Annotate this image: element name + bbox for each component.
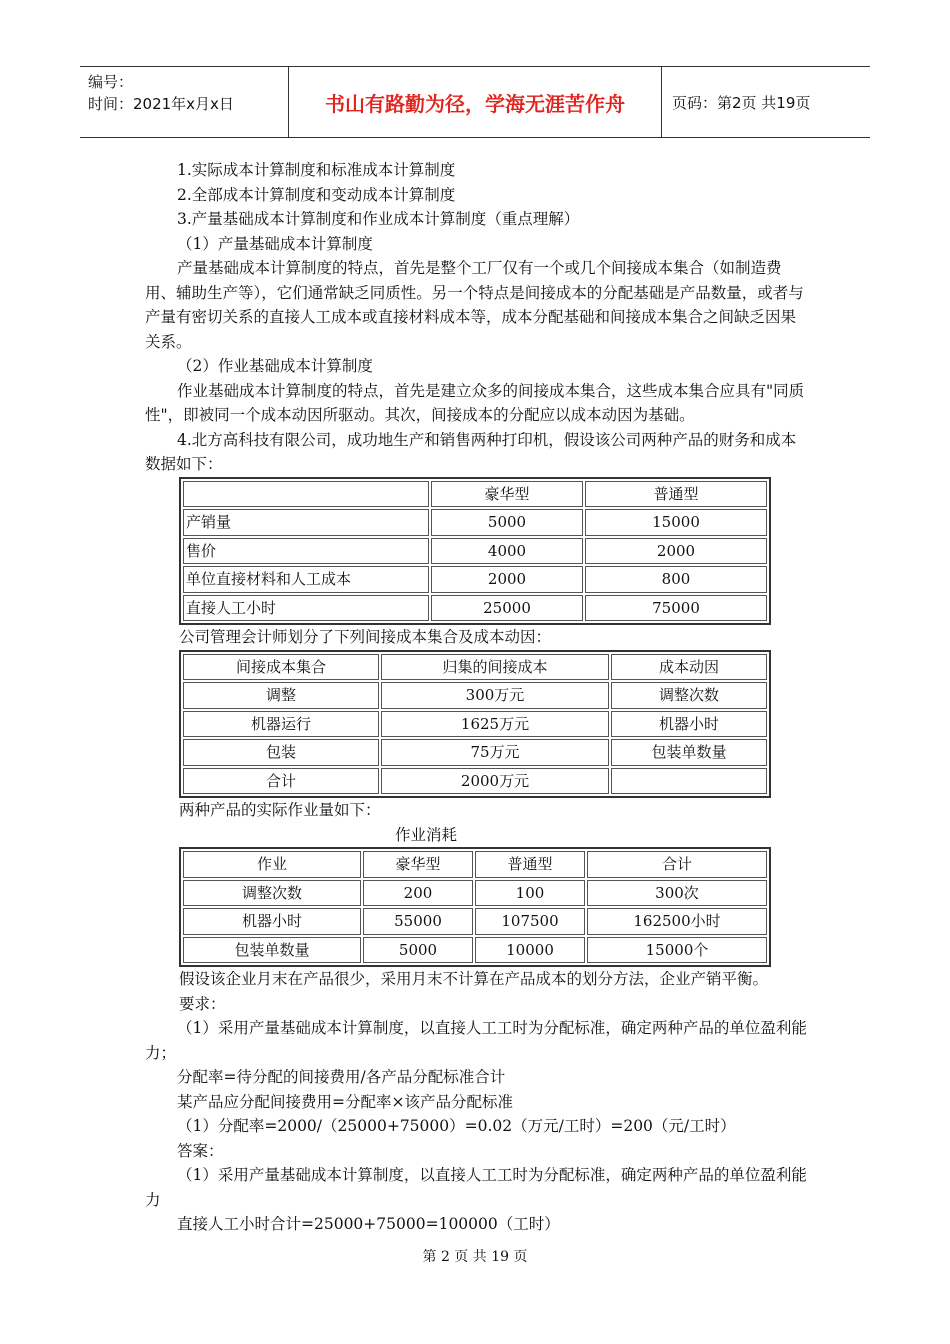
table-cell: 1625万元	[381, 711, 609, 738]
table-cell: 162500小时	[587, 908, 767, 935]
table-row	[183, 908, 767, 935]
paragraph-2: 作业基础成本计算制度的特点，首先是建立众多的间接成本集合，这些成本集合应具有"同质性"，即被同一个成本动因所驱动。其次，间接成本的分配应以成本动因为基础。	[145, 381, 805, 424]
question-4: 4.北方高科技有限公司，成功地生产和销售两种打印机，假设该公司两种产品的财务和成本数据如下：	[145, 430, 797, 473]
table-header-cell: 豪华型	[363, 851, 473, 878]
table-row	[183, 768, 767, 795]
table-cell: 4000	[431, 538, 583, 565]
cost-pool-table	[179, 650, 771, 799]
table-cell: 产销量	[183, 509, 429, 536]
paragraph-1: 产量基础成本计算制度的特点，首先是整个工厂仅有一个或几个间接成本集合（如制造费用、辅助生产等），它们通常缺乏同质性。另一个特点是间接成本的分配基础是产品数量，或者与产量有密切关系的直接人工成本或直接材料成本等，成本分配基础和间接成本集合之间缺乏因果关系。	[145, 259, 804, 351]
page-header	[80, 66, 870, 138]
time-label: 时间：2021年x月x日	[88, 95, 234, 113]
requirement-heading: 要求：	[179, 994, 226, 1013]
table-cell: 售价	[183, 538, 429, 565]
table-cell: 包装单数量	[183, 937, 361, 964]
header-motto: 书山有路勤为径，学海无涯苦作舟	[289, 67, 662, 137]
table-header-cell: 合计	[587, 851, 767, 878]
table-cell: 10000	[475, 937, 585, 964]
activity-table	[179, 847, 771, 967]
table-row	[183, 711, 767, 738]
table-row	[183, 566, 767, 593]
table-cell: 75000	[585, 595, 767, 622]
table-cell: 75万元	[381, 739, 609, 766]
header-meta	[80, 67, 289, 137]
line-2: 2.全部成本计算制度和变动成本计算制度	[177, 185, 456, 204]
table-cell: 2000	[431, 566, 583, 593]
table-header-cell: 成本动因	[611, 654, 767, 681]
answer-1: （1）采用产量基础成本计算制度，以直接人工工时为分配标准，确定两种产品的单位盈利能力	[145, 1166, 807, 1209]
table-header-cell: 间接成本集合	[183, 654, 379, 681]
table-cell: 5000	[431, 509, 583, 536]
table3-subcaption: 作业消耗	[395, 825, 458, 844]
table-row	[183, 595, 767, 622]
table-cell: 2000	[585, 538, 767, 565]
assumption-line: 假设该企业月末在产品很少，采用月末不计算在产品成本的划分方法，企业产销平衡。	[179, 970, 769, 988]
table-cell: 100	[475, 880, 585, 907]
document-body	[145, 158, 810, 1237]
table-row	[183, 937, 767, 964]
table-header-cell: 归集的间接成本	[381, 654, 609, 681]
line-3: 3.产量基础成本计算制度和作业成本计算制度（重点理解）	[177, 210, 580, 228]
table-cell: 直接人工小时	[183, 595, 429, 622]
table-header-cell: 豪华型	[431, 481, 583, 508]
table-cell: 调整	[183, 682, 379, 709]
table-cell: 25000	[431, 595, 583, 622]
table-header-cell: 作业	[183, 851, 361, 878]
table-cell: 15000个	[587, 937, 767, 964]
table-cell: 200	[363, 880, 473, 907]
labor-hours-total: 直接人工小时合计=25000+75000=100000（工时）	[177, 1215, 560, 1233]
page-footer: 第 2 页 共 19 页	[422, 1249, 528, 1265]
table-row	[183, 682, 767, 709]
subheading-1: （1）产量基础成本计算制度	[177, 234, 373, 253]
answer-heading: 答案：	[177, 1141, 224, 1160]
subheading-2: （2）作业基础成本计算制度	[177, 357, 373, 375]
table-cell: 单位直接材料和人工成本	[183, 566, 429, 593]
table-cell: 800	[585, 566, 767, 593]
header-page-info: 页码：第2页 共19页	[672, 93, 811, 112]
table-cell: 调整次数	[611, 682, 767, 709]
table3-caption: 两种产品的实际作业量如下：	[179, 801, 381, 819]
formula-allocation: 某产品应分配间接费用=分配率×该产品分配标准	[177, 1092, 513, 1111]
table-header-row	[183, 481, 767, 508]
table-row	[183, 739, 767, 766]
table-cell: 300次	[587, 880, 767, 907]
table-cell	[611, 768, 767, 795]
table-cell: 机器运行	[183, 711, 379, 738]
table-cell: 300万元	[381, 682, 609, 709]
table-header-cell: 普通型	[475, 851, 585, 878]
table-cell: 15000	[585, 509, 767, 536]
product-data-table	[179, 477, 771, 626]
table-cell: 包装单数量	[611, 739, 767, 766]
table-header-row	[183, 654, 767, 681]
table-header-cell: 普通型	[585, 481, 767, 508]
table-row	[183, 509, 767, 536]
line-1: 1.实际成本计算制度和标准成本计算制度	[177, 161, 456, 179]
table-header-row	[183, 851, 767, 878]
table-cell: 5000	[363, 937, 473, 964]
table-cell: 机器小时	[183, 908, 361, 935]
table-cell: 55000	[363, 908, 473, 935]
table-cell: 调整次数	[183, 880, 361, 907]
requirement-1: （1）采用产量基础成本计算制度，以直接人工工时为分配标准，确定两种产品的单位盈利能力；	[145, 1019, 807, 1062]
table-row	[183, 538, 767, 565]
table2-caption: 公司管理会计师划分了下列间接成本集合及成本动因：	[179, 628, 552, 646]
formula-rate: 分配率=待分配的间接费用/各产品分配标准合计	[177, 1068, 506, 1086]
table-header-cell	[183, 481, 429, 508]
table-cell: 合计	[183, 768, 379, 795]
table-row	[183, 880, 767, 907]
table-cell: 107500	[475, 908, 585, 935]
number-label: 编号：	[88, 73, 134, 91]
table-cell: 2000万元	[381, 768, 609, 795]
table-cell: 机器小时	[611, 711, 767, 738]
calc-rate: （1）分配率=2000/（25000+75000）=0.02（万元/工时）=200（元/工时）	[177, 1117, 736, 1135]
table-cell: 包装	[183, 739, 379, 766]
